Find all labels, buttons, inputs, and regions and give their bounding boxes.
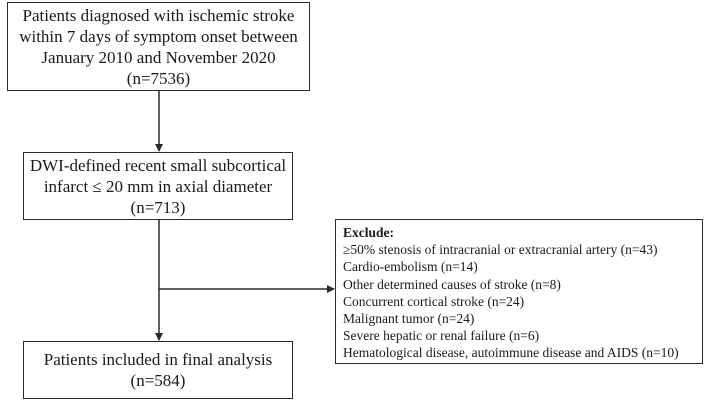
patients-diagnosed-line-3: January 2010 and November 2020 (41, 47, 276, 67)
included-box (23, 341, 293, 399)
patients-diagnosed-count: (n=7536) (126, 68, 191, 88)
dwi-defined-count: (n=713) (130, 197, 186, 217)
exclude-item-hematological-disease: Hematological disease, autoimmune disease and AIDS (n=10) (343, 345, 679, 361)
exclude-item-cardio-embolism: Cardio-embolism (n=14) (343, 259, 478, 275)
exclude-box (335, 219, 703, 364)
patients-diagnosed-line-2: within 7 days of symptom onset between (19, 26, 298, 46)
included-count: (n=584) (130, 371, 186, 390)
exclude-item-hepatic-renal-failure: Severe hepatic or renal failure (n=6) (343, 328, 540, 344)
exclude-item-stenosis: ≥50% stenosis of intracranial or extracranial artery (n=43) (343, 242, 658, 258)
dwi-defined-line-2: infarct ≤ 20 mm in axial diameter (43, 176, 273, 196)
included-line-1: Patients included in final analysis (43, 350, 273, 369)
dwi-defined-line-1: DWI-defined recent small subcortical (29, 155, 287, 175)
patients-diagnosed-line-1: Patients diagnosed with ischemic stroke (22, 5, 295, 25)
exclude-item-cortical-stroke: Concurrent cortical stroke (n=24) (343, 293, 525, 309)
dwi-defined-box (23, 152, 293, 220)
exclude-item-other-causes: Other determined causes of stroke (n=8) (343, 276, 561, 292)
exclude-item-malignant-tumor: Malignant tumor (n=24) (343, 311, 475, 327)
exclude-heading: Exclude: (343, 225, 395, 240)
patients-diagnosed-box (7, 2, 310, 91)
